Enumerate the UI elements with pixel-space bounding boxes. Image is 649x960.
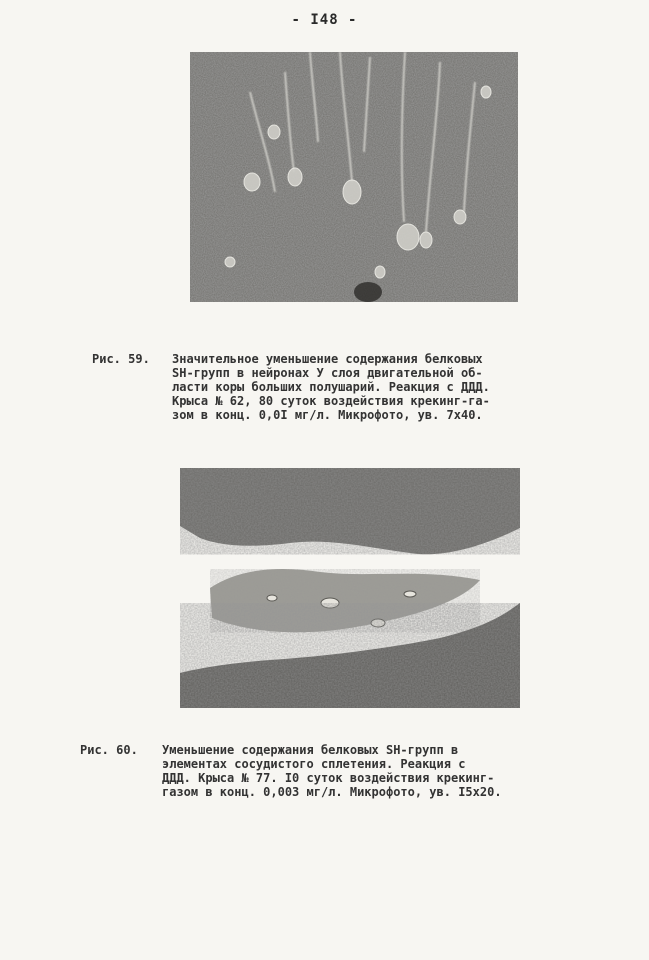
caption-line: SH-групп в нейронах У слоя двигательной об- (172, 366, 483, 380)
caption-line: элементах сосудистого сплетения. Реакция с (162, 757, 466, 771)
figure-59-micrograph (190, 52, 518, 302)
caption-line: газом в конц. 0,003 мг/л. Микрофото, ув. I5х20. (162, 785, 502, 799)
caption-line: ласти коры больших полушарий. Реакция с ДДД. (172, 380, 490, 394)
caption-line: Значительное уменьшение содержания белковых (172, 352, 483, 366)
figure-60-caption (80, 743, 580, 813)
figure-59-caption (92, 352, 572, 422)
figure-60-label: Рис. 60. (80, 743, 138, 757)
figure-60-micrograph (180, 468, 520, 708)
caption-line: Уменьшение содержания белковых SH-групп в (162, 743, 459, 757)
page-number: - I48 - (291, 12, 358, 28)
caption-line: зом в конц. 0,0I мг/л. Микрофото, ув. 7х40. (172, 408, 483, 422)
caption-line: Крыса № 62, 80 суток воздействия крекинг-га- (172, 394, 490, 408)
caption-line: ДДД. Крыса № 77. I0 суток воздействия крекинг- (162, 771, 495, 785)
figure-59-label: Рис. 59. (92, 352, 150, 366)
